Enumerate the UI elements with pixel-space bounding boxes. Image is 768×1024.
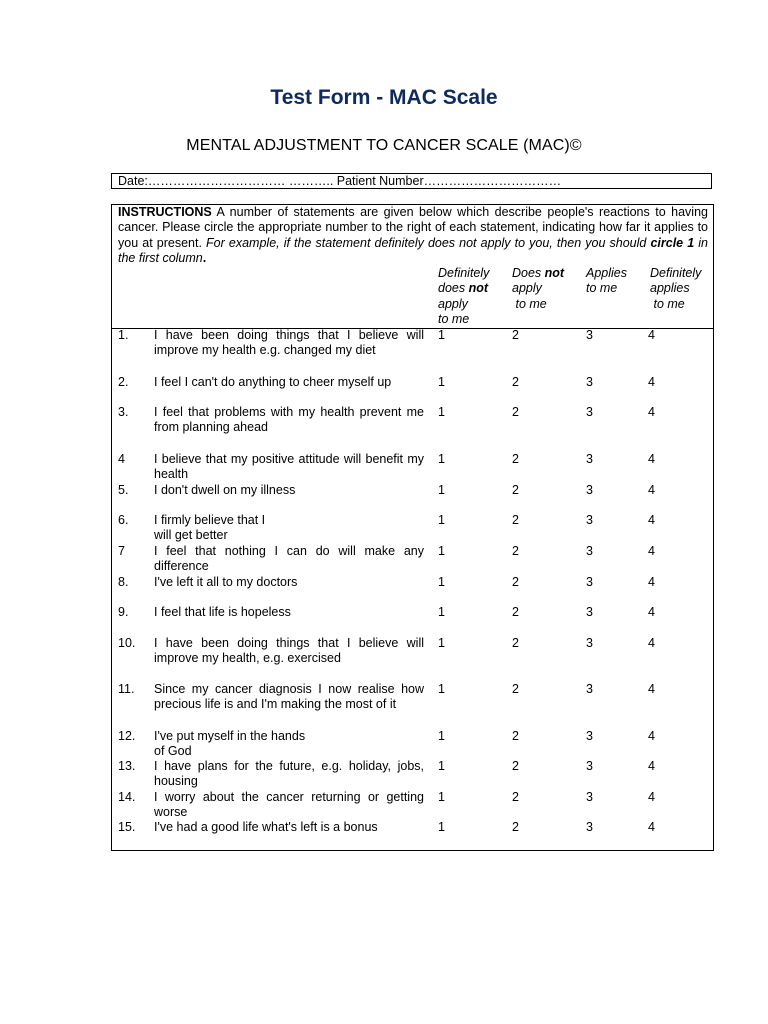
rating-option-1[interactable]: 1: [438, 790, 445, 804]
rating-option-2[interactable]: 2: [512, 544, 519, 558]
instructions-end: .: [202, 250, 207, 265]
rating-option-1[interactable]: 1: [438, 820, 445, 834]
column-header-3: Applies to me: [586, 266, 627, 296]
rating-option-4[interactable]: 4: [648, 605, 655, 619]
rating-option-2[interactable]: 2: [512, 375, 519, 389]
rating-option-1[interactable]: 1: [438, 759, 445, 773]
rating-option-2[interactable]: 2: [512, 452, 519, 466]
item-statement: I firmly believe that I will get better: [154, 513, 266, 543]
instructions-example: For example, if the statement definitely does not apply to you, then you should: [206, 235, 651, 250]
rating-option-3[interactable]: 3: [586, 405, 593, 419]
item-number: 9.: [118, 605, 129, 619]
item-number: 12.: [118, 729, 136, 743]
rating-option-4[interactable]: 4: [648, 575, 655, 589]
rating-option-4[interactable]: 4: [648, 729, 655, 743]
instructions-circle-1: circle 1: [650, 235, 695, 250]
item-statement: I've left it all to my doctors: [154, 575, 298, 589]
item-statement: I have been doing things that I believe will improve my health, e.g. exercised: [154, 636, 424, 666]
rating-option-3[interactable]: 3: [586, 544, 593, 558]
rating-option-4[interactable]: 4: [648, 820, 655, 834]
item-statement: I feel that life is hopeless: [154, 605, 291, 619]
item-statement: I feel I can't do anything to cheer myself up: [154, 375, 392, 389]
column-header-4: Definitely applies to me: [650, 266, 702, 311]
item-number: 15.: [118, 820, 136, 834]
rating-option-4[interactable]: 4: [648, 328, 655, 342]
rating-option-2[interactable]: 2: [512, 513, 519, 527]
item-statement: I feel that problems with my health prevent me from planning ahead: [154, 405, 424, 435]
date-patient-field[interactable]: Date:…………………………… ……….. Patient Number……………………………: [111, 173, 712, 189]
rating-option-1[interactable]: 1: [438, 483, 445, 497]
rating-option-1[interactable]: 1: [438, 682, 445, 696]
rating-option-1[interactable]: 1: [438, 452, 445, 466]
rating-option-3[interactable]: 3: [586, 328, 593, 342]
rating-option-3[interactable]: 3: [586, 375, 593, 389]
item-statement: Since my cancer diagnosis I now realise how precious life is and I'm making the most of it: [154, 682, 424, 712]
instructions: [118, 205, 708, 266]
form-subtitle: MENTAL ADJUSTMENT TO CANCER SCALE (MAC)©: [186, 137, 582, 154]
rating-option-4[interactable]: 4: [648, 790, 655, 804]
instructions-label: INSTRUCTIONS: [118, 205, 212, 219]
rating-option-2[interactable]: 2: [512, 605, 519, 619]
page-title: Test Form - MAC Scale: [270, 86, 498, 109]
item-number: 4: [118, 452, 125, 466]
rating-option-1[interactable]: 1: [438, 636, 445, 650]
item-number: 7: [118, 544, 125, 558]
item-statement: I've put myself in the hands of God: [154, 729, 306, 759]
rating-option-3[interactable]: 3: [586, 513, 593, 527]
item-statement: I worry about the cancer returning or getting worse: [154, 790, 424, 820]
rating-option-4[interactable]: 4: [648, 452, 655, 466]
item-number: 3.: [118, 405, 129, 419]
item-number: 10.: [118, 636, 136, 650]
rating-option-4[interactable]: 4: [648, 759, 655, 773]
rating-option-1[interactable]: 1: [438, 729, 445, 743]
rating-option-3[interactable]: 3: [586, 575, 593, 589]
rating-option-2[interactable]: 2: [512, 682, 519, 696]
rating-option-1[interactable]: 1: [438, 405, 445, 419]
item-number: 8.: [118, 575, 129, 589]
item-number: 6.: [118, 513, 129, 527]
rating-option-4[interactable]: 4: [648, 636, 655, 650]
rating-option-3[interactable]: 3: [586, 820, 593, 834]
column-header-2: Does not apply to me: [512, 266, 565, 311]
item-statement: I have been doing things that I believe will improve my health e.g. changed my diet: [154, 328, 424, 358]
item-number: 1.: [118, 328, 129, 342]
rating-option-4[interactable]: 4: [648, 375, 655, 389]
instructions-text: A number of statements are given below which describe people's reactions to having cancer. Please circle the appropriate number to the right of each statement, indicating how far it applies to you at present.: [118, 205, 708, 250]
rating-option-1[interactable]: 1: [438, 605, 445, 619]
rating-option-3[interactable]: 3: [586, 682, 593, 696]
item-number: 13.: [118, 759, 136, 773]
item-statement: I believe that my positive attitude will benefit my health: [154, 452, 424, 482]
item-statement: I have plans for the future, e.g. holiday, jobs, housing: [154, 759, 424, 789]
item-statement: I don't dwell on my illness: [154, 483, 296, 497]
rating-option-3[interactable]: 3: [586, 483, 593, 497]
column-header-1: Definitely does not apply to me: [438, 266, 490, 326]
rating-option-4[interactable]: 4: [648, 513, 655, 527]
rating-option-1[interactable]: 1: [438, 575, 445, 589]
rating-option-4[interactable]: 4: [648, 483, 655, 497]
rating-option-1[interactable]: 1: [438, 544, 445, 558]
item-number: 2.: [118, 375, 129, 389]
rating-option-4[interactable]: 4: [648, 544, 655, 558]
item-number: 14.: [118, 790, 136, 804]
rating-option-3[interactable]: 3: [586, 729, 593, 743]
item-number: 11.: [118, 682, 135, 696]
rating-option-4[interactable]: 4: [648, 682, 655, 696]
rating-option-2[interactable]: 2: [512, 820, 519, 834]
rating-option-3[interactable]: 3: [586, 452, 593, 466]
rating-option-3[interactable]: 3: [586, 759, 593, 773]
rating-option-1[interactable]: 1: [438, 375, 445, 389]
item-statement: I've had a good life what's left is a bonus: [154, 820, 378, 834]
rating-option-3[interactable]: 3: [586, 605, 593, 619]
rating-option-4[interactable]: 4: [648, 405, 655, 419]
rating-option-2[interactable]: 2: [512, 328, 519, 342]
item-number: 5.: [118, 483, 129, 497]
rating-option-1[interactable]: 1: [438, 328, 445, 342]
rating-option-2[interactable]: 2: [512, 405, 519, 419]
rating-option-2[interactable]: 2: [512, 790, 519, 804]
item-statement: I feel that nothing I can do will make any difference: [154, 544, 424, 574]
rating-option-2[interactable]: 2: [512, 636, 519, 650]
instructions-first-column: in the first column: [118, 235, 708, 265]
rating-option-2[interactable]: 2: [512, 759, 519, 773]
rating-option-2[interactable]: 2: [512, 575, 519, 589]
rating-option-3[interactable]: 3: [586, 636, 593, 650]
rating-option-1[interactable]: 1: [438, 513, 445, 527]
rating-option-2[interactable]: 2: [512, 729, 519, 743]
rating-option-3[interactable]: 3: [586, 790, 593, 804]
rating-option-2[interactable]: 2: [512, 483, 519, 497]
